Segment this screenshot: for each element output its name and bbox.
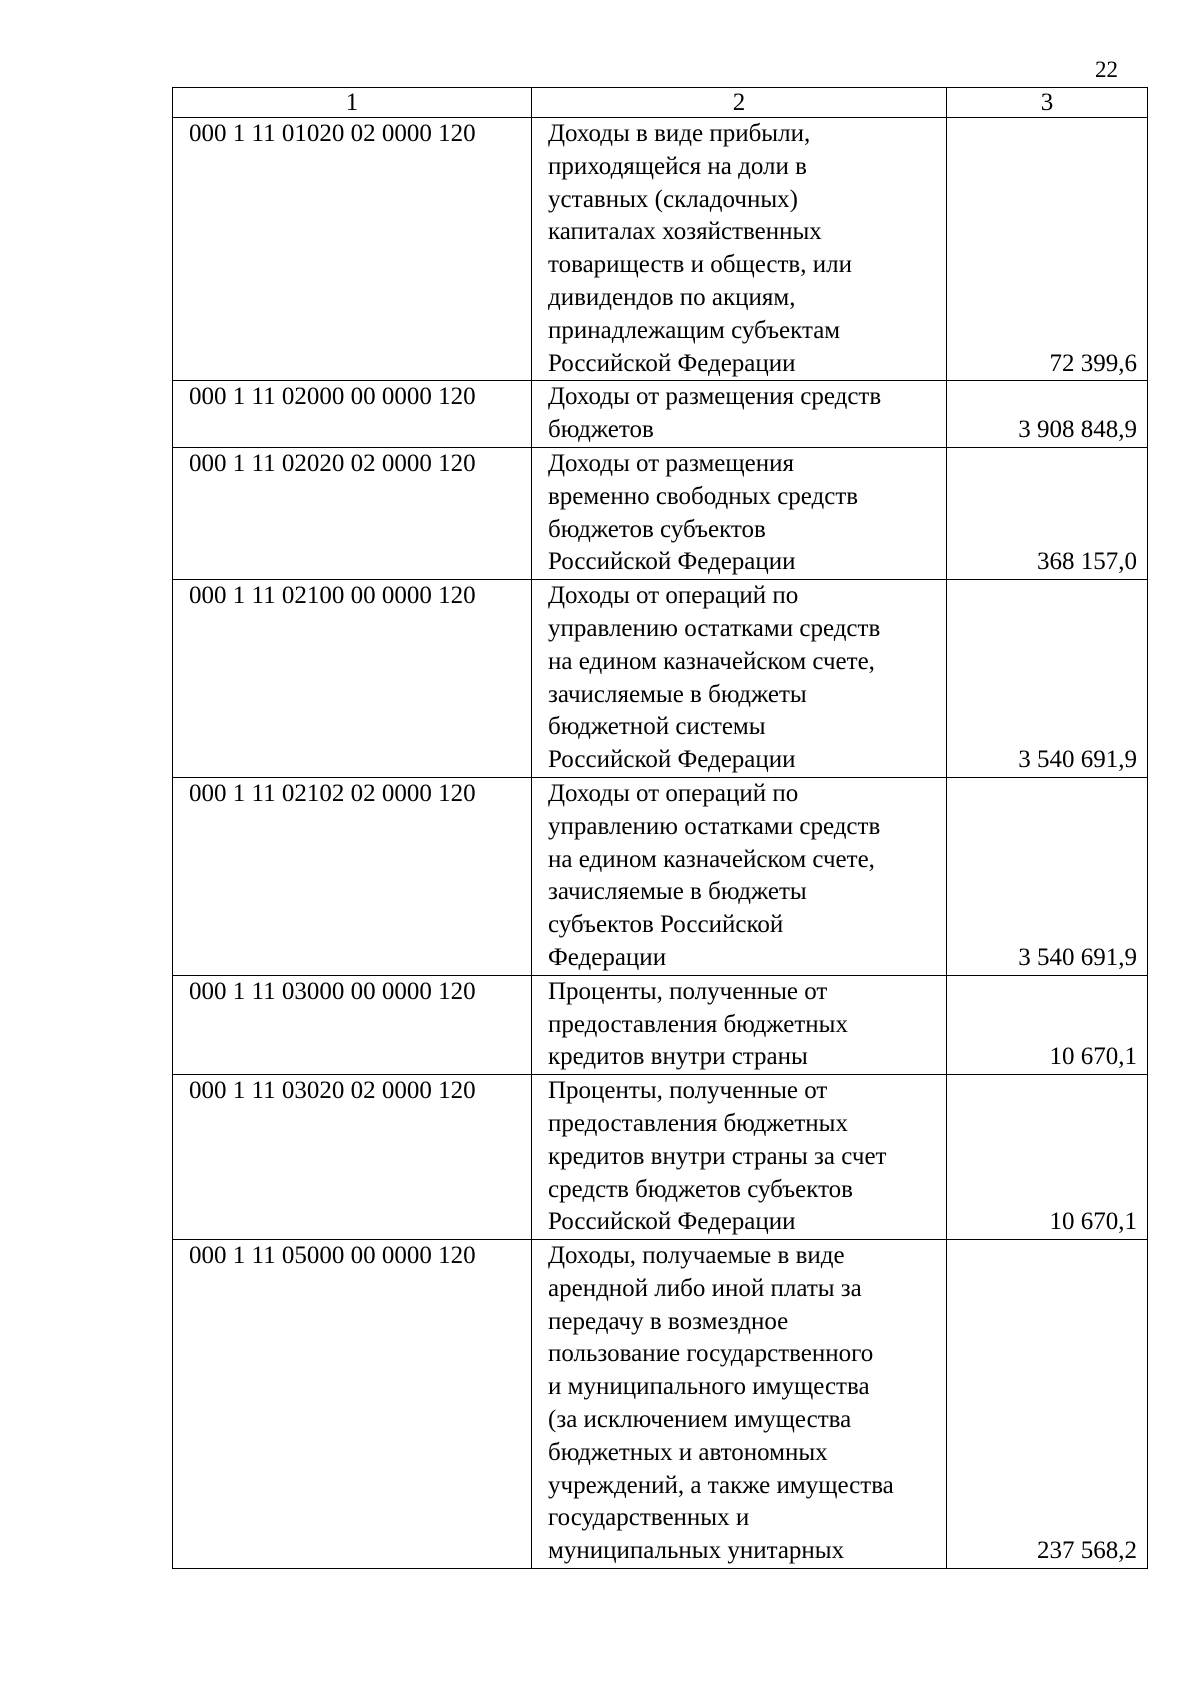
description-line: Российской Федерации: [548, 548, 796, 576]
table-row: [173, 1075, 1148, 1240]
description-line: передачу в возмездное: [548, 1307, 789, 1335]
description-line: Проценты, полученные от: [548, 1077, 828, 1105]
description-line: кредитов внутри страны: [548, 1043, 808, 1071]
description-line: Доходы в виде прибыли,: [548, 120, 811, 147]
description-line: принадлежащим субъектам: [548, 316, 841, 344]
description-line: Доходы от размещения средств: [548, 383, 882, 411]
revenue-description: [532, 777, 947, 975]
description-line: Российской Федерации: [548, 746, 796, 774]
table-row: [173, 580, 1148, 778]
description-line: предоставления бюджетных: [548, 1109, 848, 1137]
revenue-description: [532, 447, 947, 579]
description-line: Федерации: [548, 943, 667, 971]
table-row: [173, 1240, 1148, 1569]
revenue-description: [532, 118, 947, 381]
description-line: арендной либо иной платы за: [548, 1274, 862, 1302]
description-line: уставных (складочных): [548, 185, 798, 213]
amount-value: 10 670,1: [947, 975, 1148, 1074]
description-line: муниципальных унитарных: [548, 1537, 845, 1565]
description-line: учреждений, а также имущества: [548, 1471, 894, 1499]
budget-classification-code: 000 1 11 01020 02 0000 120: [173, 118, 532, 381]
budget-classification-code: 000 1 11 03020 02 0000 120: [173, 1075, 532, 1240]
revenue-description: [532, 975, 947, 1074]
description-line: Российской Федерации: [548, 1208, 796, 1236]
table-row: [173, 447, 1148, 579]
table-row: [173, 777, 1148, 975]
budget-classification-code: 000 1 11 03000 00 0000 120: [173, 975, 532, 1074]
revenue-description: [532, 1240, 947, 1569]
description-line: Доходы, получаемые в виде: [548, 1242, 845, 1270]
revenue-description: [532, 381, 947, 448]
table-row: [173, 975, 1148, 1074]
description-line: капиталах хозяйственных: [548, 218, 822, 246]
description-line: управлению остатками средств: [548, 812, 881, 840]
revenue-description: [532, 580, 947, 778]
description-line: бюджетов: [548, 416, 654, 444]
page-number: 22: [1095, 57, 1118, 82]
budget-classification-code: 000 1 11 02102 02 0000 120: [173, 777, 532, 975]
budget-classification-code: 000 1 11 02020 02 0000 120: [173, 447, 532, 579]
description-line: Доходы от размещения: [548, 449, 795, 477]
amount-value: 3 540 691,9: [947, 580, 1148, 778]
description-line: зачисляемые в бюджеты: [548, 680, 807, 708]
description-line: бюджетов субъектов: [548, 515, 766, 543]
column-header-3: 3: [947, 88, 1148, 118]
budget-classification-code: 000 1 11 02000 00 0000 120: [173, 381, 532, 448]
description-line: пользование государственного: [548, 1340, 874, 1368]
description-line: приходящейся на доли в: [548, 152, 807, 180]
budget-classification-code: 000 1 11 05000 00 0000 120: [173, 1240, 532, 1569]
amount-value: 3 540 691,9: [947, 777, 1148, 975]
description-line: Доходы от операций по: [548, 582, 799, 610]
amount-value: 237 568,2: [947, 1240, 1148, 1569]
amount-value: 72 399,6: [947, 118, 1148, 381]
amount-value: 368 157,0: [947, 447, 1148, 579]
description-line: субъектов Российской: [548, 911, 784, 939]
description-line: дивидендов по акциям,: [548, 283, 796, 311]
description-line: управлению остатками средств: [548, 614, 881, 642]
description-line: предоставления бюджетных: [548, 1010, 848, 1038]
description-line: бюджетной системы: [548, 713, 766, 741]
table-row: [173, 118, 1148, 381]
column-header-2: 2: [532, 88, 947, 118]
description-line: Проценты, полученные от: [548, 977, 828, 1005]
budget-revenue-table: [172, 87, 1148, 1569]
description-line: Доходы от операций по: [548, 779, 799, 807]
amount-value: 3 908 848,9: [947, 381, 1148, 448]
description-line: временно свободных средств: [548, 482, 859, 510]
description-line: государственных и: [548, 1504, 750, 1532]
amount-value: 10 670,1: [947, 1075, 1148, 1240]
description-line: средств бюджетов субъектов: [548, 1175, 853, 1203]
description-line: зачисляемые в бюджеты: [548, 878, 807, 906]
column-header-1: 1: [173, 88, 532, 118]
description-line: бюджетных и автономных: [548, 1438, 828, 1466]
description-line: на едином казначейском счете,: [548, 845, 875, 873]
description-line: Российской Федерации: [548, 349, 796, 377]
revenue-description: [532, 1075, 947, 1240]
budget-classification-code: 000 1 11 02100 00 0000 120: [173, 580, 532, 778]
description-line: кредитов внутри страны за счет: [548, 1142, 887, 1170]
table-row: [173, 381, 1148, 448]
description-line: на едином казначейском счете,: [548, 647, 875, 675]
description-line: и муниципального имущества: [548, 1373, 870, 1401]
table-header-row: [173, 88, 1148, 118]
description-line: (за исключением имущества: [548, 1406, 852, 1434]
description-line: товариществ и обществ, или: [548, 251, 852, 279]
